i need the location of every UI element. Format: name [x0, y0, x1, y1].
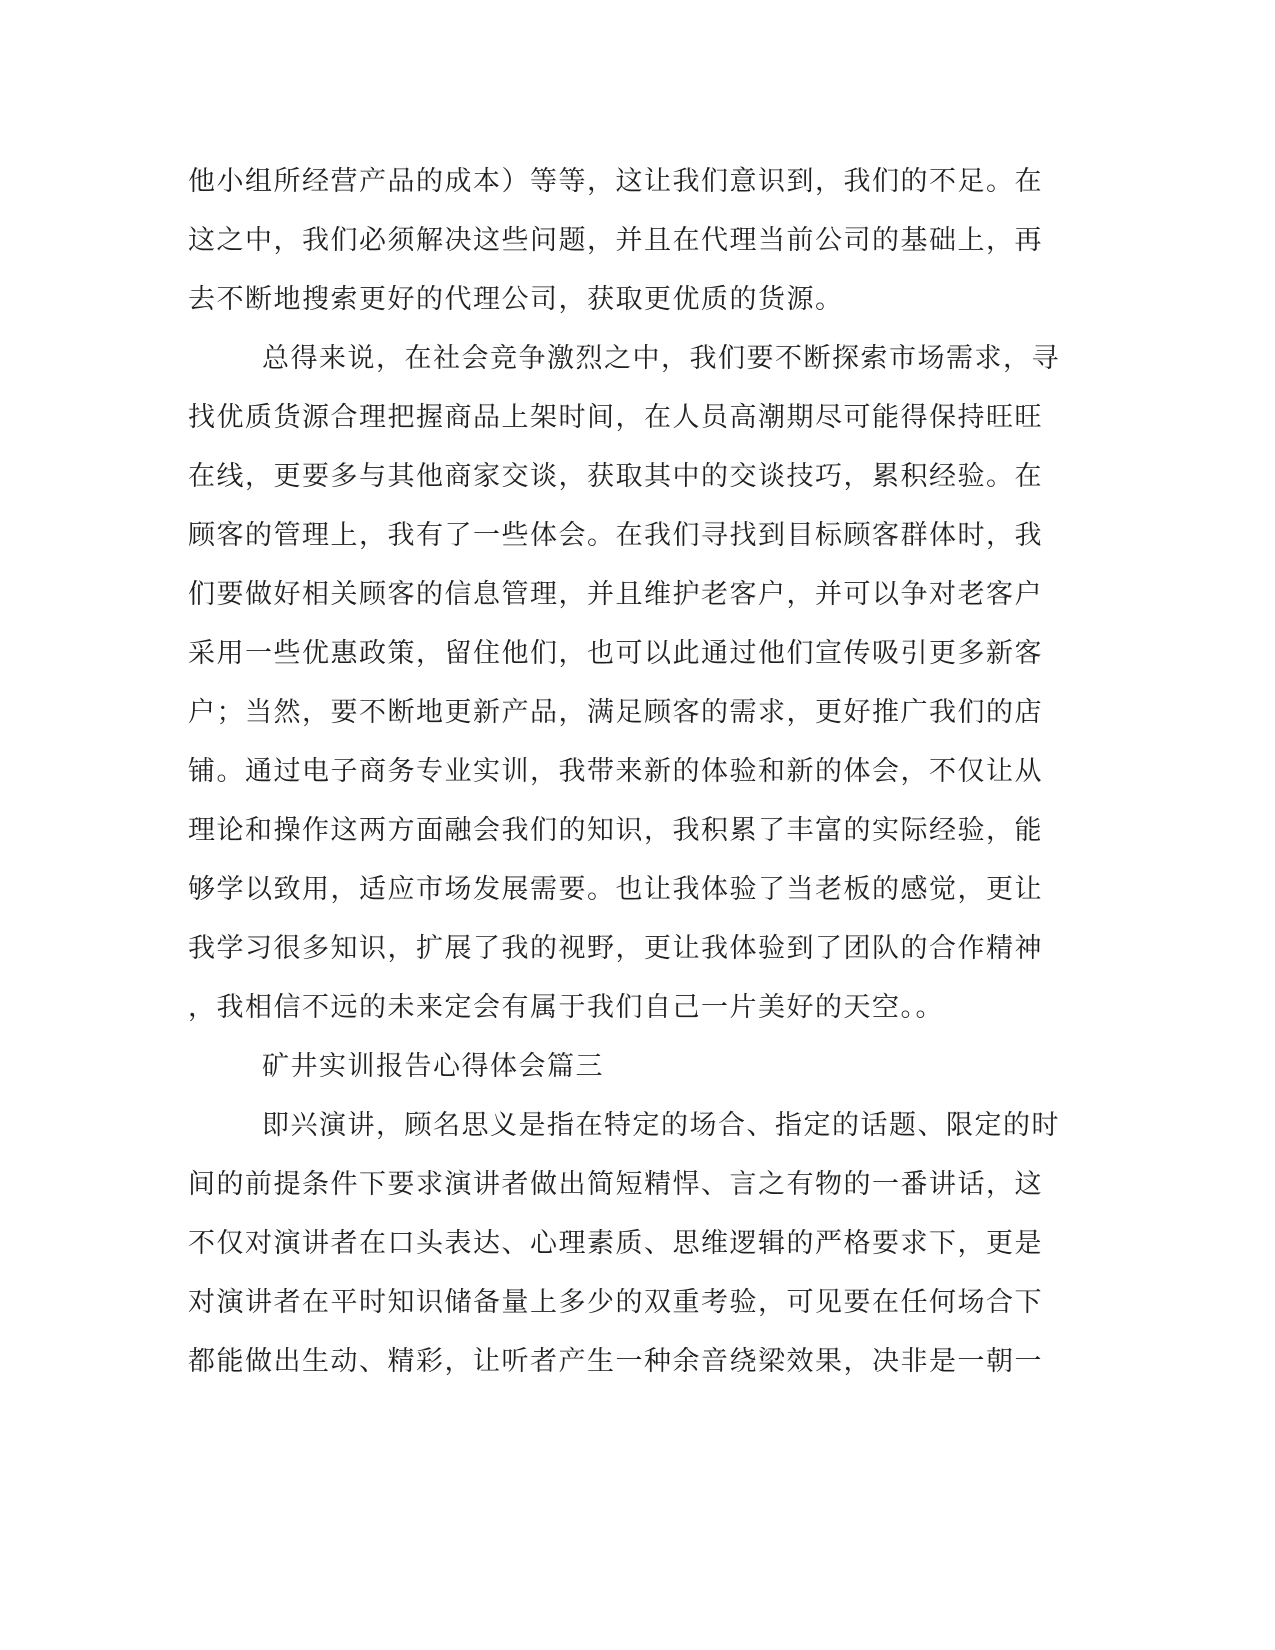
paragraph-2-line-1: 总得来说，在社会竞争激烈之中，我们要不断探索市场需求，寻 [262, 343, 1060, 374]
paragraph-1-line-2: 这之中，我们必须解决这些问题，并且在代理当前公司的基础上，再 [188, 225, 1043, 256]
paragraph-2-line-11: 我学习很多知识，扩展了我的视野，更让我体验到了团队的合作精神 [188, 933, 1043, 964]
paragraph-3-line-2: 间的前提条件下要求演讲者做出简短精悍、言之有物的一番讲话，这 [188, 1169, 1043, 1200]
paragraph-3-line-3: 不仅对演讲者在口头表达、心理素质、思维逻辑的严格要求下，更是 [188, 1228, 1043, 1259]
paragraph-2-line-9: 理论和操作这两方面融会我们的知识，我积累了丰富的实际经验，能 [188, 815, 1043, 846]
paragraph-2-line-12: ，我相信不远的未来定会有属于我们自己一片美好的天空。。 [188, 992, 944, 1023]
paragraph-2-line-5: 们要做好相关顾客的信息管理，并且维护老客户，并可以争对老客户 [188, 579, 1043, 610]
paragraph-2-line-4: 顾客的管理上，我有了一些体会。在我们寻找到目标顾客群体时，我 [188, 520, 1043, 551]
paragraph-2-line-2: 找优质货源合理把握商品上架时间，在人员高潮期尽可能得保持旺旺 [188, 402, 1043, 433]
paragraph-3-line-5: 都能做出生动、精彩，让听者产生一种余音绕梁效果，决非是一朝一 [188, 1346, 1043, 1377]
paragraph-2-line-7: 户；当然，要不断地更新产品，满足顾客的需求，更好推广我们的店 [188, 697, 1043, 728]
paragraph-1-line-3: 去不断地搜索更好的代理公司，获取更优质的货源。 [188, 284, 844, 315]
paragraph-2-line-3: 在线，更要多与其他商家交谈，获取其中的交谈技巧，累积经验。在 [188, 461, 1043, 492]
paragraph-2-line-8: 铺。通过电子商务专业实训，我带来新的体验和新的体会，不仅让从 [188, 756, 1043, 787]
paragraph-3-line-1: 即兴演讲，顾名思义是指在特定的场合、指定的话题、限定的时 [262, 1110, 1060, 1141]
paragraph-2-line-6: 采用一些优惠政策，留住他们，也可以此通过他们宣传吸引更多新客 [188, 638, 1043, 669]
section-title: 矿井实训报告心得体会篇三 [262, 1051, 604, 1082]
paragraph-2-line-10: 够学以致用，适应市场发展需要。也让我体验了当老板的感觉，更让 [188, 874, 1043, 905]
paragraph-1-line-1: 他小组所经营产品的成本）等等，这让我们意识到，我们的不足。在 [188, 166, 1043, 197]
paragraph-3-line-4: 对演讲者在平时知识储备量上多少的双重考验，可见要在任何场合下 [188, 1287, 1043, 1318]
